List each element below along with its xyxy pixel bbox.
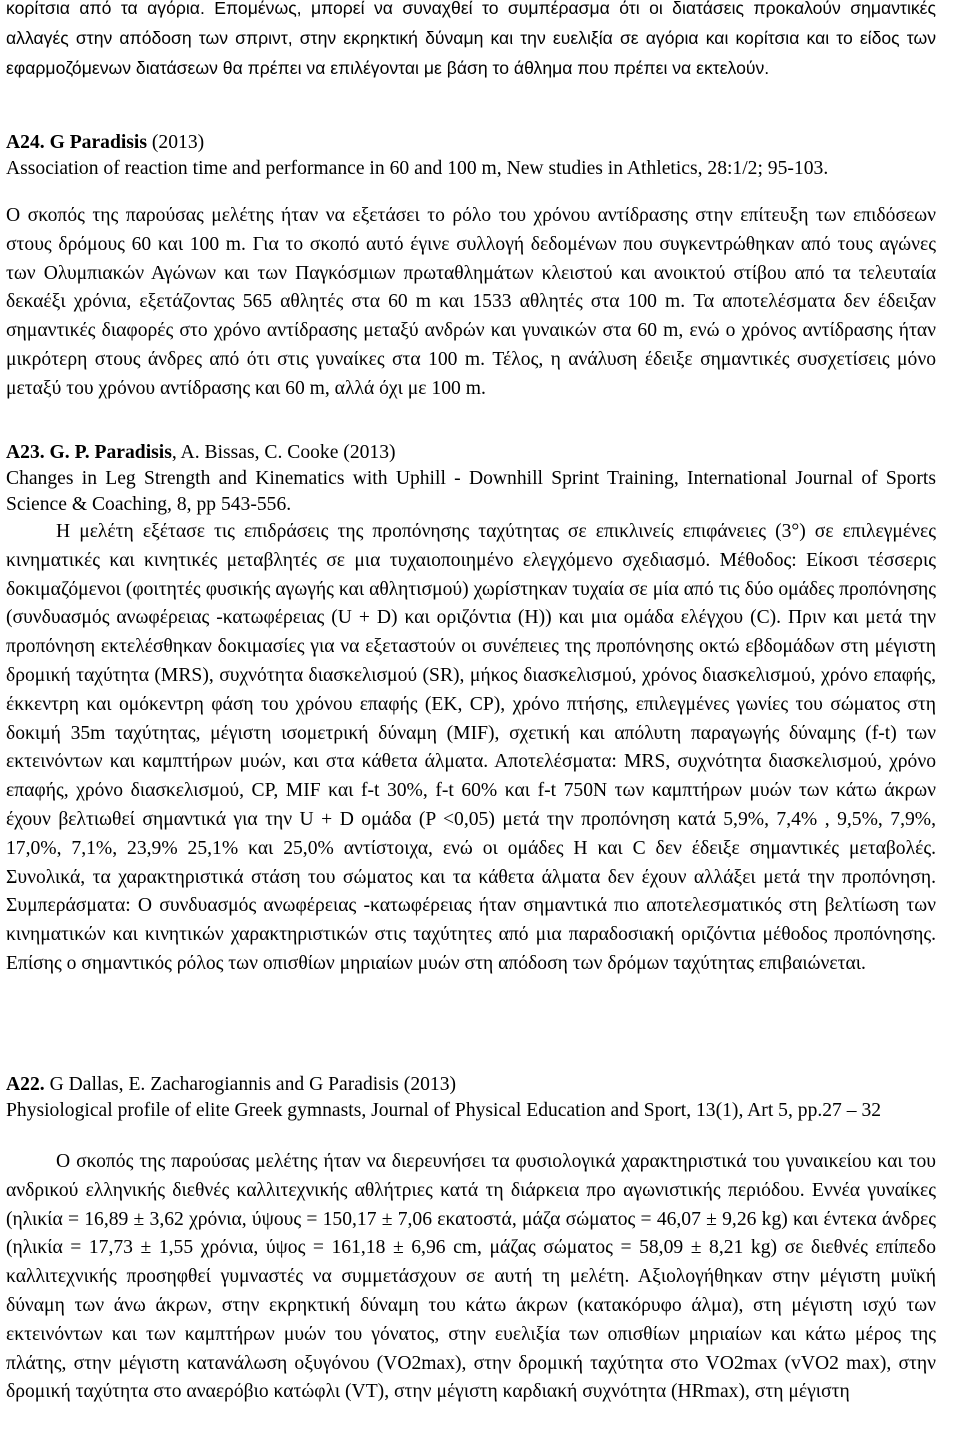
reference-a23 [6,440,936,518]
reference-a23-heading [6,440,936,466]
intro-paragraph: κορίτσια από τα αγόρια. Επομένως, μπορεί να συναχθεί το συμπέρασμα ότι οι διατάσεις προκαλούν σημαντικές αλλαγές στην απόδοση των σπριντ, στην εκρηκτική δύναμη και την ευελιξία σε αγόρια και κορίτσια και το είδος των εφαρμοζόμενων διατάσεων θα πρέπει να επιλέγονται με βάση το άθλημα που πρέπει να εκτελούν. [6,0,936,78]
reference-code: A24. [6,132,45,153]
reference-authors: G Paradisis [49,132,147,153]
reference-citation: Physiological profile of elite Greek gymnasts, Journal of Physical Education and Sport, 13(1), Art 5, pp.27 – 32 [6,1100,882,1121]
reference-authors: , A. Bissas, C. Cooke (2013) [171,442,396,463]
reference-code: A22. [6,1074,45,1095]
reference-code: A23. G. P. Paradisis [6,442,172,463]
reference-citation: Changes in Leg Strength and Kinematics with Uphill - Downhill Sprint Training, International Journal of Sports Science & Coaching, 8, pp 543-556. [6,468,936,515]
reference-a22 [6,1072,936,1124]
reference-a24 [6,130,936,182]
reference-a24-abstract: Ο σκοπός της παρούσας μελέτης ήταν να εξετάσει το ρόλο του χρόνου αντίδρασης στην επίτευξη των επιδόσεων στους δρόμους 60 και 100 m. Για το σκοπό αυτό έγινε συλλογή δεδομένων που συγκεντρώθηκαν από τους αγώνες των Ολυμπιακών Αγώνων και των Παγκόσμιων πρωταθλημάτων κλειστού και ανοικτού στίβου από τα τελευταία δεκαέξι χρόνια, εξετάζοντας 565 αθλητές στα 60 m και 1533 αθλητές στα 100 m. Τα αποτελέσματα δεν έδειξαν σημαντικές διαφορές στο χρόνο αντίδρασης μεταξύ ανδρών και γυναικών στα 60 m, ενώ ο χρόνος αντίδρασης ήταν μικρότερη στους άνδρες από ότι στις γυναίκες στα 100 m. Τέλος, η ανάλυση έδειξε σημαντικές συσχετίσεις μόνο μεταξύ του χρόνου αντίδρασης και 60 m, αλλά όχι με 100 m. [6,205,936,399]
reference-citation: Association of reaction time and performance in 60 and 100 m, New studies in Athletics, 28:1/2; 95-103. [6,158,829,179]
reference-a22-heading [6,1072,936,1098]
reference-a22-abstract: Ο σκοπός της παρούσας μελέτης ήταν να διερευνήσει τα φυσιολογικά χαρακτηριστικά του γυναικείου και του ανδρικού ελληνικής διεθνές καλλιτεχνικής αθλήτριες κατά τη διάρκεια προ αγωνιστικής περιόδου. Εννέα γυναίκες (ηλικία = 16,89 ± 3,62 χρόνια, ύψους = 150,17 ± 7,06 εκατοστά, μάζα σώματος = 46,07 ± 9,26 kg) και έντεκα άνδρες (ηλικία = 17,73 ± 1,55 χρόνια, ύψος = 161,18 ± 6,96 cm, μάζας σώματος = 58,09 ± 8,21 kg) σε διεθνές επίπεδο καλλιτεχνικής προσηφθεί γυμναστές να συμμετάσχουν σε αυτή τη μελέτη. Αξιολογήθηκαν στην μέγιστη μυϊκή δύναμη των άνω άκρων, στην εκρηκτική δύναμη του κάτω άκρων (κατακόρυφο άλμα), στη μέγιστη ισχύ των εκτεινόντων και των καμπτήρων μυών του γόνατος, στην ευελιξία των οπισθίων μηριαίων και κάτω μέρος της πλάτης, στην μέγιστη κατανάλωση οξυγόνου (VO2max), στην δρομική ταχύτητα στο VO2max (vVO2 max), στην δρομική ταχύτητα στο αναερόβιο κατώφλι (VT), στην μέγιστη καρδιακή συχνότητα (HRmax), στη μέγιστη [6,1151,936,1403]
reference-a24-heading [6,130,936,156]
reference-a23-abstract: Η μελέτη εξέτασε τις επιδράσεις της προπόνησης ταχύτητας σε επικλινείς επιφάνειες (3°) σε επιλεγμένες κινηματικές και κινητικές μεταβλητές σε μια τυχαιοποιημένο ελεγχόμενο σχεδιασμό. Μέθοδος: Είκοσι τέσσερις δοκιμαζόμενοι (φοιτητές φυσικής αγωγής και αθλητισμού) χωρίστηκαν τυχαία σε μία από τις δύο ομάδες προπόνησης (συνδυασμός ανωφέρειας -κατωφέρειας (U + D) και οριζόντια (H)) και μια ομάδα ελέγχου (C). Πριν και μετά την προπόνηση εκτελέσθηκαν δοκιμασίες για να εξεταστούν οι συνέπειες της προπόνησης οκτώ εβδομάδων στη μέγιστη δρομική ταχύτητα (MRS), συχνότητα διασκελισμού (SR), μήκος διασκελισμού, χρόνος διασκελισμού, χρόνο επαφής, έκκεντρη και ομόκεντρη φάση του χρόνου επαφής (EK, CP), χρόνο πτήσης, επιλεγμένες γωνίες του σώματος στη δοκιμή 35m ταχύτητας, μέγιστη ισομετρική δύναμη (MIF), σχετική και απόλυτη παραγωγής δύναμης (f-t) των εκτεινόντων και καμπτήρων μυών, και στα κάθετα άλματα. Αποτελέσματα: MRS, συχνότητα διασκελισμού, χρόνο επαφής, χρόνο διασκελισμού, CP, MIF και f-t 30%, f-t 60% και f-t 750N των καμπτήρων μυών των κάτω άκρων έχουν βελτιωθεί σημαντικά για την U + D ομάδα (P <0,05) μετά την προπόνηση κατά 5,9%, 7,4% , 9,5%, 7,9%, 17,0%, 7,1%, 23,9% 25,1% και 25,0% αντίστοιχα, ενώ οι ομάδες H και C δεν έδειξε σημαντικές μεταβολές. Συνολικά, τα χαρακτηριστικά στάση του σώματος και τα κάθετα άλματα δεν έχουν αλλάξει μετά την προπόνηση. Συμπεράσματα: Ο συνδυασμός ανωφέρειας -κατωφέρειας ήταν σημαντικά πιο αποτελεσματικός στη βελτίωση των κινηματικών και κινητικών χαρακτηριστικών στις ταχύτητες από μια παραδοσιακή οριζόντια μέθοδος προπόνησης. Επίσης ο σημαντικός ρόλος των οπισθίων μηριαίων μυών στη απόδοση των δρόμων ταχύτητας επιβαιώνεται. [6,521,936,974]
reference-authors: G Dallas, E. Zacharogiannis and G Paradisis (2013) [49,1074,457,1095]
reference-year: (2013) [151,132,205,153]
